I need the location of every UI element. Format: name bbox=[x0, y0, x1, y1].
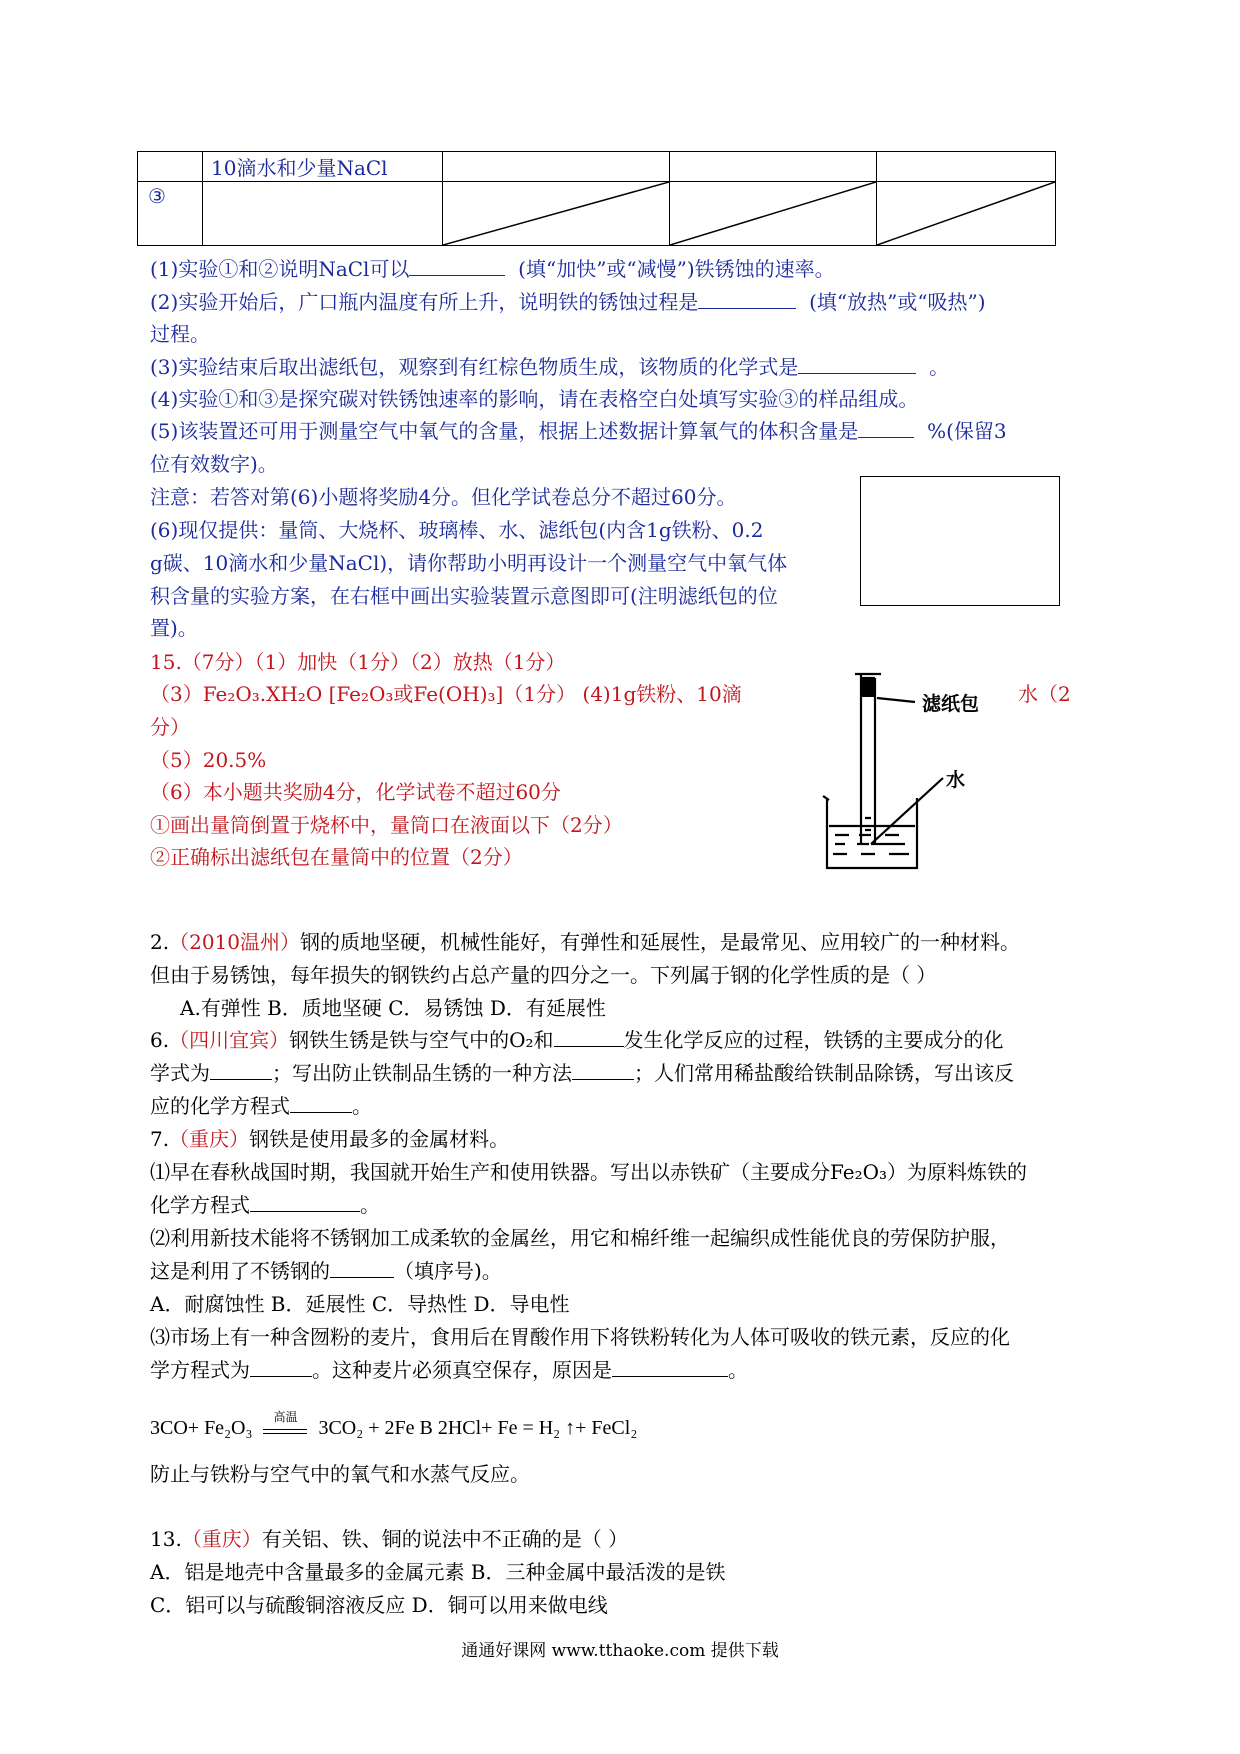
table-cell-diagonal bbox=[877, 182, 1056, 246]
answer-15-line2-end: 水（2 bbox=[1018, 682, 1071, 706]
question-7-line0: 7.（重庆）钢铁是使用最多的金属材料。 bbox=[150, 1127, 510, 1151]
question-6s-line1: 6.（四川宜宾）钢铁生锈是铁与空气中的O₂和 发生化学反应的过程，铁锈的主要成分的化 bbox=[150, 1028, 1004, 1052]
question-4: (4)实验①和③是探究碳对铁锈蚀速率的影响，请在表格空白处填写实验③的样品组成。 bbox=[150, 387, 919, 411]
question-7-line6: ⑶市场上有一种含囫粉的麦片，食用后在胃酸作用下将铁粉转化为人体可吸收的铁元素，反应的化 bbox=[150, 1325, 1010, 1349]
question-1: (1)实验①和②说明NaCl可以 (填“加快”或“减慢”)铁锈蚀的速率。 bbox=[150, 257, 835, 281]
question-6s-line3: 应的化学方程式 。 bbox=[150, 1094, 372, 1118]
apparatus-figure bbox=[815, 668, 1015, 878]
reaction-condition: 高温 bbox=[273, 1410, 298, 1424]
question-5: (5)该装置还可用于测量空气中氧气的含量，根据上述数据计算氧气的体积含量是 %(保留3 bbox=[150, 419, 1007, 443]
answer-15-line7: ②正确标出滤纸包在量筒中的位置（2分） bbox=[150, 845, 523, 869]
label-filter-paper: 滤纸包 bbox=[922, 693, 980, 715]
table-cell-label: ③ bbox=[138, 182, 203, 246]
question-6s-line2: 学式为 ；写出防止铁制品生锈的一种方法 ；人们常用稀盐酸给铁制品除锈，写出该反 bbox=[150, 1061, 1014, 1085]
question-3: (3)实验结束后取出滤纸包，观察到有红棕色物质生成，该物质的化学式是 。 bbox=[150, 355, 950, 379]
question-7-line2: 化学方程式 。 bbox=[150, 1193, 380, 1217]
question-2010-line2: 但由于易锈蚀，每年损失的钢铁约占总产量的四分之一。下列属于钢的化学性质的是（ ） bbox=[150, 963, 937, 987]
bonus-note: 注意：若答对第(6)小题将奖励4分。但化学试卷总分不超过60分。 bbox=[150, 485, 737, 509]
question-13-options-1: A．铝是地壳中含量最多的金属元素 B．三种金属中最活泼的是铁 bbox=[150, 1560, 726, 1584]
question-6-line3: 积含量的实验方案，在右框中画出实验装置示意图即可(注明滤纸包的位 bbox=[150, 584, 778, 608]
table-cell bbox=[877, 152, 1056, 182]
table-cell-sample: 10滴水和少量NaCl bbox=[203, 152, 443, 182]
answer-15-line6: ①画出量筒倒置于烧杯中，量筒口在液面以下（2分） bbox=[150, 813, 623, 837]
question-7-line3: ⑵利用新技术能将不锈钢加工成柔软的金属丝，用它和棉纤维一起编织成性能优良的劳保防护服， bbox=[150, 1226, 1010, 1250]
answer-7-reason: 防止与铁粉与空气中的氧气和水蒸气反应。 bbox=[150, 1462, 530, 1486]
table-cell bbox=[443, 152, 670, 182]
answer-15-line5: （6）本小题共奖励4分，化学试卷不超过60分 bbox=[150, 780, 561, 804]
question-7-line7: 学方程式为 。这种麦片必须真空保存，原因是 。 bbox=[150, 1358, 748, 1382]
question-5-cont: 位有效数字)。 bbox=[150, 452, 278, 476]
answer-7-equation: 3CO+ Fe₂O₃ 高温 3CO₂ + 2Fe B 2HCl+ Fe = H₂ ↑+ FeCl₂ bbox=[150, 1410, 638, 1439]
answer-15-line2: （3）Fe₂O₃.XH₂O [Fe₂O₃或Fe(OH)₃]（1分） (4)1g铁粉、10滴 bbox=[150, 682, 742, 706]
question-6-line1: (6)现仅提供：量筒、大烧杯、玻璃棒、水、滤纸包(内含1g铁粉、0.2 bbox=[150, 518, 764, 542]
drawing-box bbox=[860, 476, 1060, 606]
page-footer: 通通好课网 www.tthaoke.com 提供下载 bbox=[461, 1641, 779, 1661]
question-13-line0: 13.（重庆）有关铝、铁、铜的说法中不正确的是（ ） bbox=[150, 1527, 629, 1551]
question-13-options-2: C．铝可以与硫酸铜溶液反应 D．铜可以用来做电线 bbox=[150, 1593, 608, 1617]
table-cell bbox=[670, 152, 877, 182]
label-water: 水 bbox=[946, 769, 966, 791]
answer-15-line3: 分） bbox=[150, 715, 190, 739]
experiment-table bbox=[137, 151, 1056, 246]
table-cell bbox=[138, 152, 203, 182]
question-2010-options: A.有弹性 B．质地坚硬 C．易锈蚀 D．有延展性 bbox=[180, 996, 606, 1020]
question-2: (2)实验开始后，广口瓶内温度有所上升，说明铁的锈蚀过程是 (填“放热”或“吸热”) bbox=[150, 290, 986, 314]
question-7-line4: 这是利用了不锈钢的 （填序号)。 bbox=[150, 1259, 502, 1283]
question-6-line2: g碳、10滴水和少量NaCl)，请你帮助小明再设计一个测量空气中氧气体 bbox=[150, 551, 788, 575]
answer-15-line1: 15.（7分）（1）加快（1分）（2）放热（1分） bbox=[150, 650, 566, 674]
question-2-cont: 过程。 bbox=[150, 322, 210, 346]
table-cell-blank bbox=[203, 182, 443, 246]
table-cell-diagonal bbox=[670, 182, 877, 246]
answer-15-line4: （5）20.5% bbox=[150, 748, 267, 772]
question-7-options: A．耐腐蚀性 B．延展性 C．导热性 D．导电性 bbox=[150, 1292, 570, 1316]
table-cell-diagonal bbox=[443, 182, 670, 246]
question-2010-line1: 2.（2010温州）钢的质地坚硬，机械性能好，有弹性和延展性，是最常见、应用较广的一种材料。 bbox=[150, 930, 1020, 954]
question-6-line4: 置)。 bbox=[150, 616, 198, 640]
question-7-line1: ⑴早在春秋战国时期，我国就开始生产和使用铁器。写出以赤铁矿（主要成分Fe₂O₃）为原料炼铁的 bbox=[150, 1160, 1028, 1184]
